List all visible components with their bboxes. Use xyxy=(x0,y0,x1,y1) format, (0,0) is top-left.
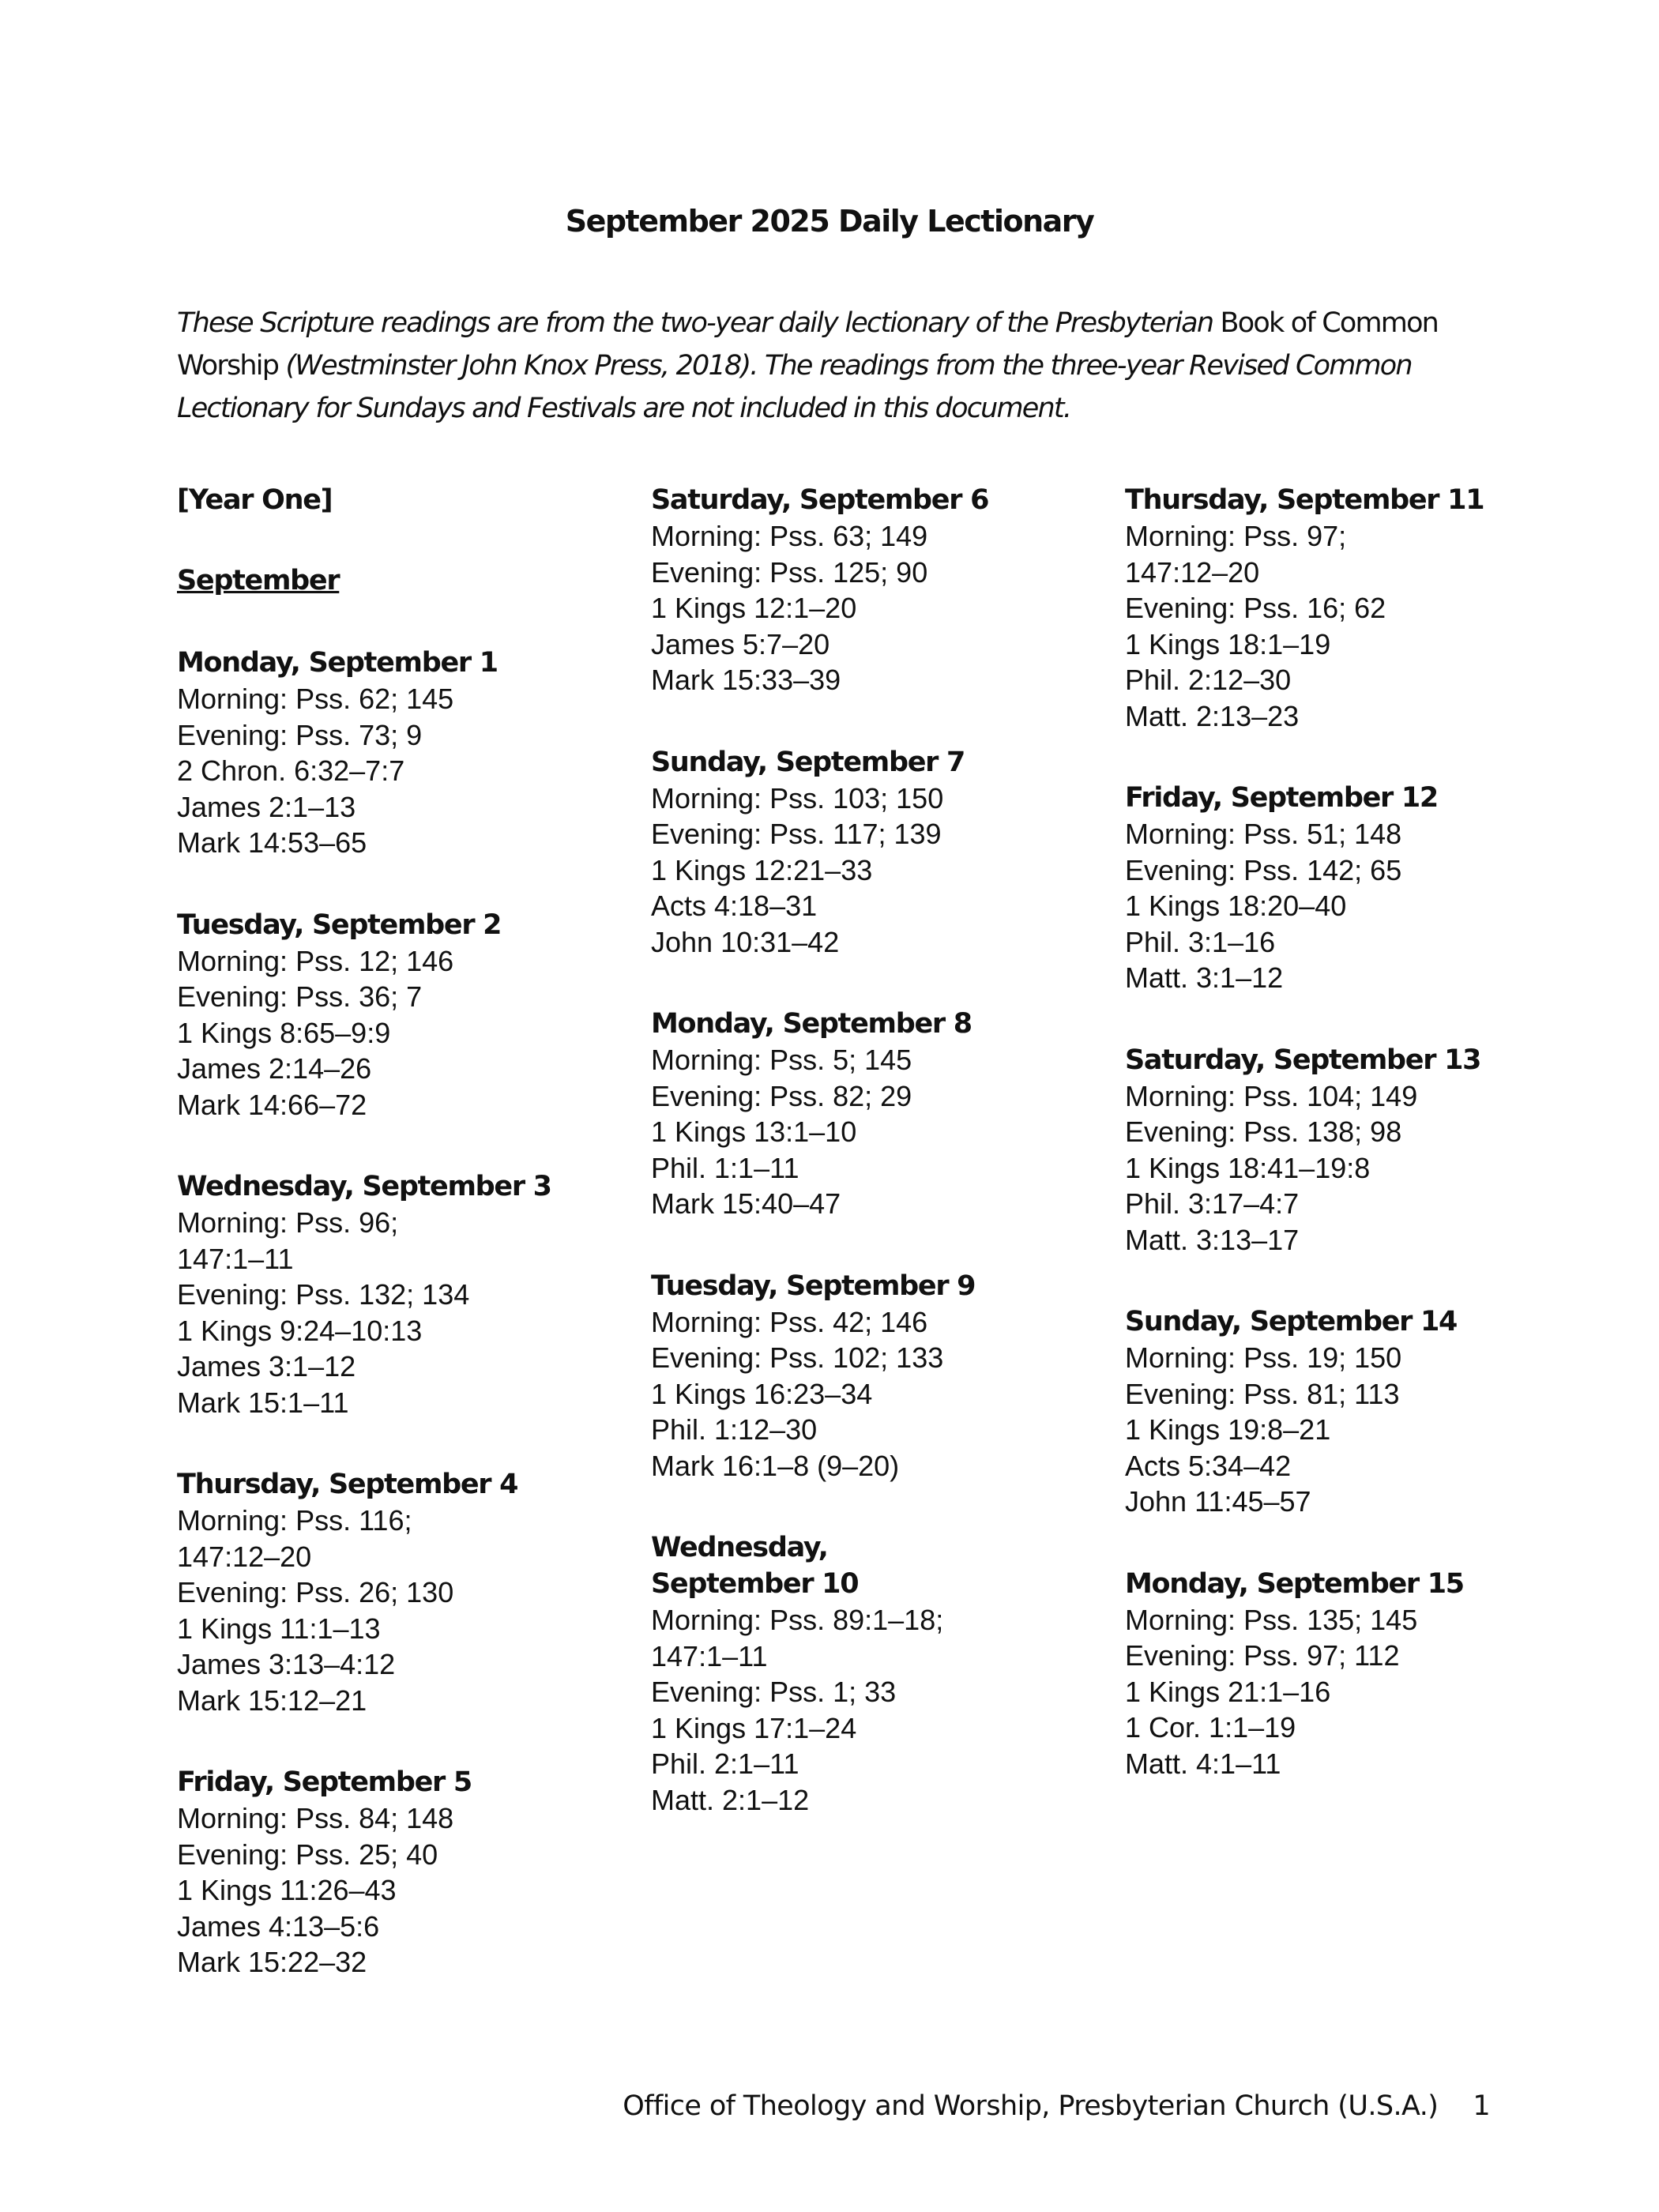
day-heading: Thursday, September 11 xyxy=(1125,484,1484,516)
reading-line: Morning: Pss. 104; 149 xyxy=(1125,1079,1418,1112)
reading-line: James 3:1–12 xyxy=(177,1350,356,1382)
reading-line: John 11:45–57 xyxy=(1125,1485,1311,1518)
reading-line: 1 Kings 21:1–16 xyxy=(1125,1675,1331,1708)
reading-line: 2 Chron. 6:32–7:7 xyxy=(177,754,405,787)
reading-line: Morning: Pss. 12; 146 xyxy=(177,944,454,977)
reading-line: Morning: Pss. 5; 145 xyxy=(651,1044,912,1076)
reading-line: Evening: Pss. 142; 65 xyxy=(1125,853,1402,886)
day-heading: Monday, September 15 xyxy=(1125,1567,1464,1600)
intro-part-2: Book of Common Worship xyxy=(177,307,1439,382)
day-heading: Sunday, September 7 xyxy=(651,746,965,778)
reading-line: 1 Kings 17:1–24 xyxy=(651,1711,857,1744)
page-footer xyxy=(0,2090,1490,2122)
day-heading: Wednesday, September 3 xyxy=(177,1171,551,1202)
reading-line: Mark 14:66–72 xyxy=(177,1088,367,1121)
day-heading: Tuesday, September 9 xyxy=(651,1270,976,1302)
reading-line: Morning: Pss. 51; 148 xyxy=(1125,818,1402,850)
day-block xyxy=(177,645,619,861)
reading-line: Evening: Pss. 138; 98 xyxy=(1125,1115,1402,1148)
footer-text: Office of Theology and Worship, Presbyterian Church (U.S.A.) xyxy=(623,2090,1439,2122)
reading-line: 1 Kings 11:1–13 xyxy=(177,1612,381,1645)
reading-line: 1 Kings 18:41–19:8 xyxy=(1125,1151,1371,1184)
day-heading: Thursday, September 4 xyxy=(177,1469,518,1500)
reading-line: Morning: Pss. 84; 148 xyxy=(177,1802,454,1834)
reading-line: Phil. 2:1–11 xyxy=(651,1747,799,1780)
reading-line: Matt. 3:1–12 xyxy=(1125,961,1284,994)
reading-line: James 5:7–20 xyxy=(651,627,830,660)
reading-line: 147:12–20 xyxy=(1125,555,1260,589)
reading-line: Mark 16:1–8 (9–20) xyxy=(651,1449,900,1482)
day-block xyxy=(1125,780,1567,996)
reading-line: Mark 15:40–47 xyxy=(651,1187,841,1220)
day-heading: Wednesday, xyxy=(651,1532,828,1563)
reading-line: John 10:31–42 xyxy=(651,925,840,958)
intro-part-3: (Westminster John Knox Press, 2018). The readings from the three-year Revised Common Lectionary for Sundays and Festivals are xyxy=(177,350,1412,424)
reading-line: Evening: Pss. 73; 9 xyxy=(177,718,423,751)
day-block xyxy=(651,1529,1093,1818)
reading-line: 1 Kings 18:20–40 xyxy=(1125,890,1347,922)
reading-line: 1 Kings 9:24–10:13 xyxy=(177,1314,423,1347)
reading-line: Mark 15:33–39 xyxy=(651,664,841,696)
reading-line: 1 Kings 18:1–19 xyxy=(1125,627,1331,660)
day-heading: Tuesday, September 2 xyxy=(177,908,502,941)
day-heading: Sunday, September 14 xyxy=(1125,1306,1458,1337)
intro-part-4: not included in this document. xyxy=(683,393,1071,424)
day-block xyxy=(1125,1566,1567,1782)
page-title: September 2025 Daily Lectionary xyxy=(565,204,1094,239)
reading-line: Phil. 3:17–4:7 xyxy=(1125,1187,1300,1220)
intro-paragraph xyxy=(177,302,1457,430)
reading-line: Phil. 1:1–11 xyxy=(651,1151,799,1184)
reading-line: 147:12–20 xyxy=(177,1540,312,1573)
column-2-days xyxy=(651,482,1093,1818)
reading-line: 147:1–11 xyxy=(177,1242,294,1275)
reading-line: 1 Kings 19:8–21 xyxy=(1125,1413,1331,1446)
reading-line: Morning: Pss. 97; xyxy=(1125,520,1347,552)
reading-line: 1 Kings 16:23–34 xyxy=(651,1377,873,1410)
reading-line: Phil. 3:1–16 xyxy=(1125,925,1276,958)
reading-line: Evening: Pss. 132; 134 xyxy=(177,1278,470,1311)
year-label: [Year One] xyxy=(177,484,333,516)
day-heading: Friday, September 12 xyxy=(1125,782,1438,814)
day-block xyxy=(177,1764,619,1981)
day-block xyxy=(651,482,1093,698)
reading-line: Morning: Pss. 135; 145 xyxy=(1125,1603,1418,1636)
reading-line: Morning: Pss. 63; 149 xyxy=(651,520,928,552)
day-block xyxy=(177,1168,619,1420)
reading-line: Matt. 2:13–23 xyxy=(1125,699,1300,732)
reading-line: Evening: Pss. 1; 33 xyxy=(651,1676,897,1708)
reading-line: Evening: Pss. 81; 113 xyxy=(1125,1377,1400,1410)
reading-line: Evening: Pss. 117; 139 xyxy=(651,818,942,850)
intro-part-1: These Scripture readings are from the two-year daily lectionary of the Presbyterian xyxy=(177,307,1213,339)
day-block xyxy=(1125,1042,1567,1258)
reading-line: James 4:13–5:6 xyxy=(177,1909,380,1943)
reading-line: Morning: Pss. 103; 150 xyxy=(651,781,944,814)
reading-line: Morning: Pss. 116; xyxy=(177,1504,412,1537)
reading-line: Morning: Pss. 96; xyxy=(177,1206,399,1239)
day-heading: Saturday, September 6 xyxy=(651,484,989,516)
day-heading: September 10 xyxy=(651,1568,859,1600)
day-block xyxy=(651,1268,1093,1484)
day-block xyxy=(177,1466,619,1718)
reading-line: Morning: Pss. 42; 146 xyxy=(651,1305,928,1338)
reading-line: Evening: Pss. 16; 62 xyxy=(1125,592,1386,624)
column-1 xyxy=(177,482,619,1981)
reading-line: Evening: Pss. 97; 112 xyxy=(1125,1639,1400,1672)
reading-line: 1 Kings 8:65–9:9 xyxy=(177,1016,391,1049)
reading-line: Acts 4:18–31 xyxy=(651,890,818,922)
day-block xyxy=(177,907,619,1123)
column-3-days xyxy=(1125,482,1567,1781)
column-1-days xyxy=(177,645,619,1981)
day-heading: Friday, September 5 xyxy=(177,1766,472,1798)
day-heading: Monday, September 1 xyxy=(177,647,498,679)
page-number: 1 xyxy=(1473,2090,1490,2122)
reading-line: Mark 15:22–32 xyxy=(177,1946,367,1978)
reading-line: Phil. 1:12–30 xyxy=(651,1413,818,1446)
reading-line: Acts 5:34–42 xyxy=(1125,1449,1292,1482)
reading-line: James 3:13–4:12 xyxy=(177,1648,396,1680)
reading-line: Evening: Pss. 125; 90 xyxy=(651,555,928,589)
reading-line: James 2:1–13 xyxy=(177,790,356,823)
column-3 xyxy=(1125,482,1567,1781)
day-heading: Saturday, September 13 xyxy=(1125,1044,1481,1076)
day-block xyxy=(651,744,1093,961)
reading-line: 1 Kings 12:21–33 xyxy=(651,853,873,886)
reading-line: Mark 14:53–65 xyxy=(177,826,367,859)
reading-line: Morning: Pss. 89:1–18; xyxy=(651,1604,944,1636)
reading-line: Morning: Pss. 62; 145 xyxy=(177,683,454,715)
reading-line: 1 Kings 11:26–43 xyxy=(177,1874,397,1906)
reading-line: Morning: Pss. 19; 150 xyxy=(1125,1341,1402,1374)
reading-line: Evening: Pss. 36; 7 xyxy=(177,980,423,1013)
reading-line: Evening: Pss. 26; 130 xyxy=(177,1576,454,1608)
reading-line: Evening: Pss. 82; 29 xyxy=(651,1079,912,1112)
reading-line: Mark 15:1–11 xyxy=(177,1386,349,1419)
day-heading: Monday, September 8 xyxy=(651,1008,972,1040)
reading-line: James 2:14–26 xyxy=(177,1052,372,1085)
reading-line: Matt. 4:1–11 xyxy=(1125,1747,1281,1780)
reading-line: 1 Kings 13:1–10 xyxy=(651,1115,857,1148)
reading-line: 1 Cor. 1:1–19 xyxy=(1125,1711,1296,1744)
column-2 xyxy=(651,482,1093,1818)
reading-line: Evening: Pss. 102; 133 xyxy=(651,1341,944,1374)
reading-line: Phil. 2:12–30 xyxy=(1125,664,1292,696)
reading-line: Matt. 2:1–12 xyxy=(651,1783,810,1816)
reading-line: Evening: Pss. 25; 40 xyxy=(177,1838,438,1871)
reading-line: 1 Kings 12:1–20 xyxy=(651,592,857,624)
month-heading: September xyxy=(177,565,340,596)
day-block xyxy=(1125,1304,1567,1520)
reading-line: Matt. 3:13–17 xyxy=(1125,1223,1300,1256)
reading-line: 147:1–11 xyxy=(651,1639,768,1672)
day-block xyxy=(1125,482,1567,734)
day-block xyxy=(651,1006,1093,1222)
reading-line: Mark 15:12–21 xyxy=(177,1683,367,1717)
